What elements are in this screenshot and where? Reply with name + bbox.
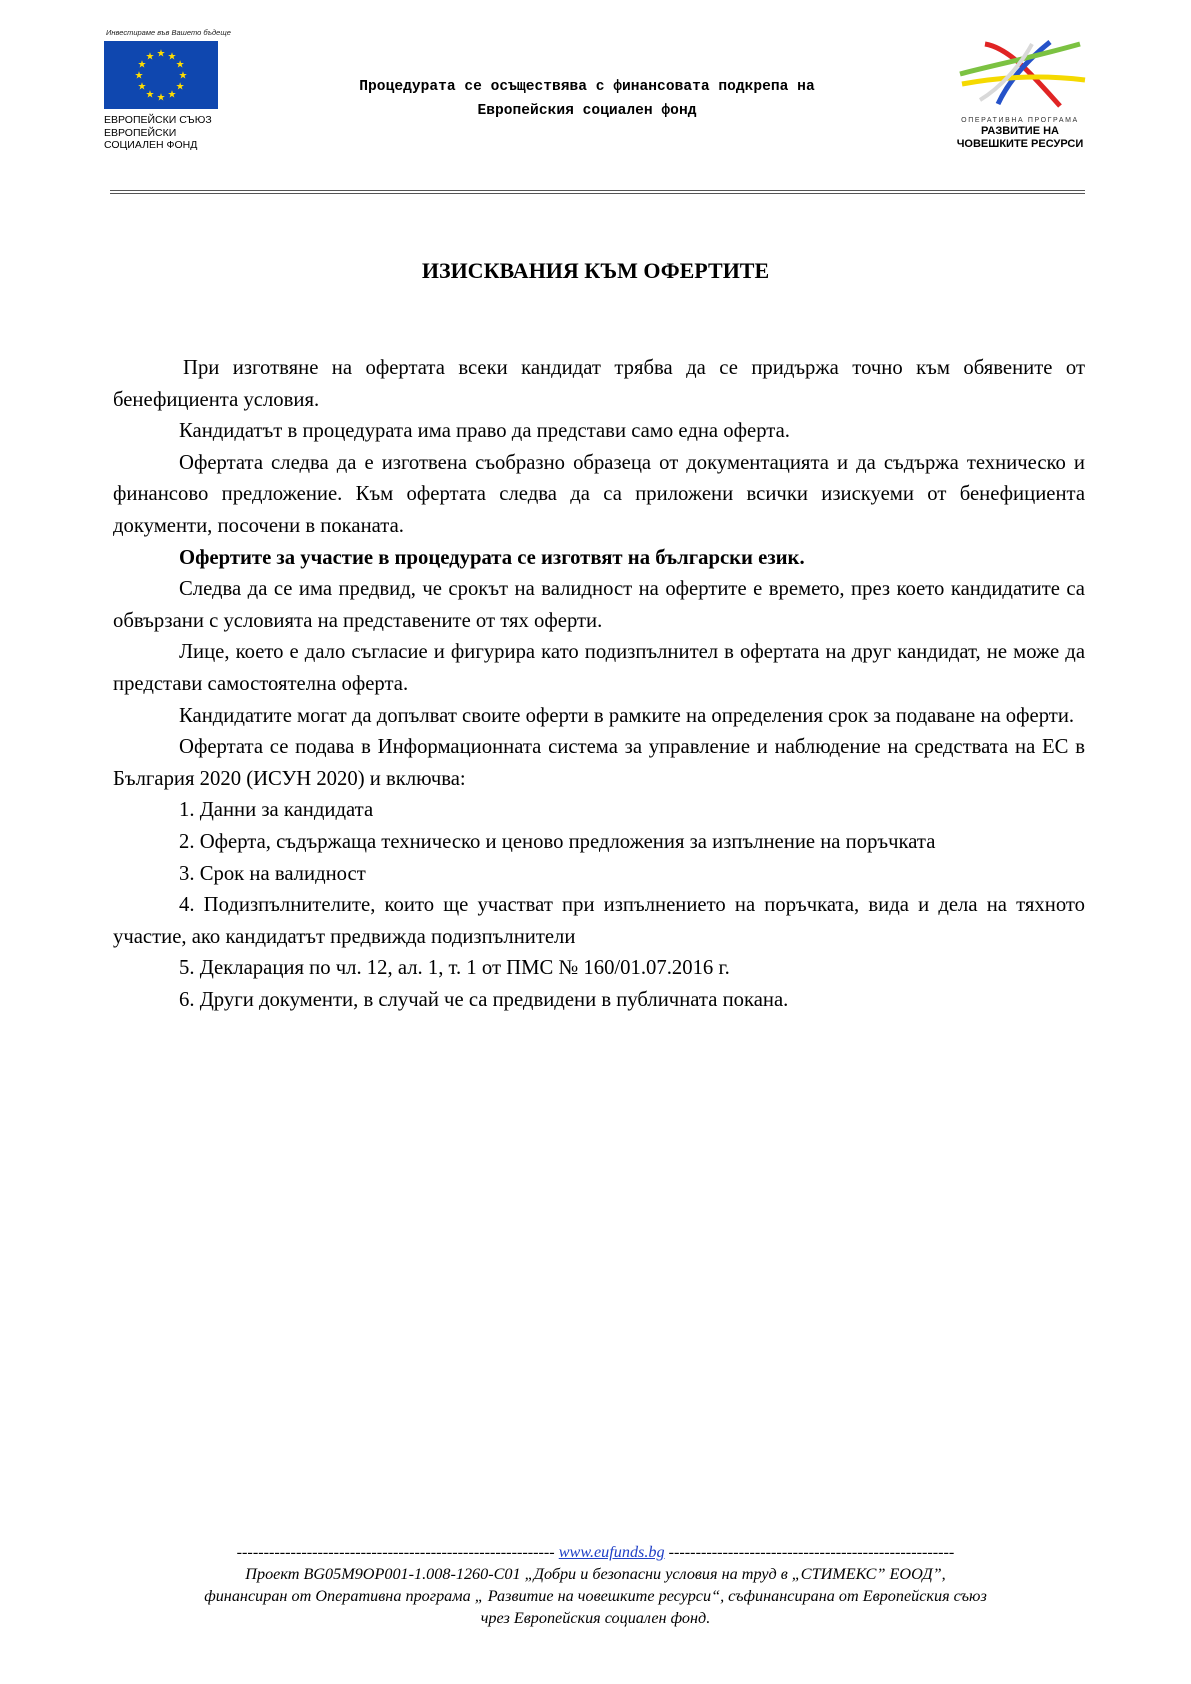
document-title: ИЗИСКВАНИЯ КЪМ ОФЕРТИТЕ	[421, 258, 770, 283]
eu-star-icon: ★	[137, 59, 147, 71]
eu-star-icon: ★	[175, 59, 185, 71]
op-logo-name: РАЗВИТИЕ НА ЧОВЕШКИТЕ РЕСУРСИ	[956, 125, 1084, 150]
op-hrd-emblem-icon	[940, 38, 1100, 110]
document-body	[113, 353, 1085, 1016]
eu-star-icon: ★	[175, 81, 185, 93]
list-item: 5. Декларация по чл. 12, ал. 1, т. 1 от ПМС № 160/01.07.2016 г.	[179, 957, 730, 980]
paragraph: Лице, което е дало съгласие и фигурира като подизпълнител в офертата на друг кандидат, не може да представи самостоятелна оферта.	[113, 641, 1085, 695]
footer-link-line	[0, 1541, 1191, 1563]
paragraph: Офертата се подава в Информационната система за управление и наблюдение на средствата на ЕС в България 2020 (ИСУН 2020) и включва:	[113, 736, 1085, 790]
header-funding-text	[262, 75, 912, 123]
eu-star-icon: ★	[156, 48, 166, 60]
paragraph: Кандидатите могат да допълват своите оферти в рамките на определения срок за подаване на оферти.	[179, 704, 1075, 727]
eu-star-icon: ★	[145, 89, 155, 101]
eu-logo-name: ЕВРОПЕЙСКИ СЪЮЗ ЕВРОПЕЙСКИ СОЦИАЛЕН ФОНД	[104, 114, 212, 151]
eu-star-icon: ★	[167, 89, 177, 101]
eu-star-icon: ★	[134, 70, 144, 82]
op-hrd-logo	[940, 38, 1100, 151]
header-text-line2: Европейския социален фонд	[477, 103, 697, 119]
eu-star-icon: ★	[167, 51, 177, 63]
header-divider	[110, 190, 1085, 194]
paragraph: Кандидатът в процедурата има право да представи само една оферта.	[179, 420, 790, 443]
paragraph: Офертата следва да е изготвена съобразно образеца от документацията и да съдържа техническо и финансово предложение. Към офертата следва да са приложени всички изискуеми от бенефициента документи, посочени в поканата.	[113, 451, 1085, 537]
footer-line2: финансиран от Оперативна програма „ Развитие на човешките ресурси“, съфинансирана от Европейския съюз	[204, 1587, 987, 1605]
paragraph: При изготвяне на офертата всеки кандидат трябва да се придържа точно към обявените от бенефициента условия.	[113, 357, 1085, 411]
footer-dashes-right: -----------------------------------------------------	[668, 1543, 955, 1561]
eu-star-icon: ★	[156, 92, 166, 104]
eu-esf-logo	[104, 28, 244, 152]
eu-star-icon: ★	[178, 70, 188, 82]
list-item: 1. Данни за кандидата	[179, 799, 374, 822]
eu-star-icon: ★	[145, 51, 155, 63]
eu-star-icon: ★	[137, 81, 147, 93]
eu-flag-icon	[104, 41, 218, 109]
eu-logo-tagline: Инвестираме във Вашето бъдеще	[106, 28, 231, 37]
list-item: 4. Подизпълнителите, които ще участват при изпълнението на поръчката, вида и дела на тяхното участие, ако кандидатът предвижда подизпълнители	[113, 894, 1085, 948]
list-item: 6. Други документи, в случай че са предвидени в публичната покана.	[179, 988, 789, 1011]
page-footer	[0, 1541, 1191, 1629]
op-logo-subtitle: ОПЕРАТИВНА ПРОГРАМА	[961, 117, 1079, 124]
list-item: 3. Срок на валидност	[179, 862, 366, 885]
header-text-line1: Процедурата се осъществява с финансовата подкрепа на	[359, 79, 815, 95]
footer-line1: Проект BG05M9OP001-1.008-1260-C01 „Добри и безопасни условия на труд в „СТИМЕКС” ЕООД”,	[245, 1565, 946, 1583]
paragraph: Следва да се има предвид, че срокът на валидност на офертите е времето, през което кандидатите са обвързани с условията на представените от тях оферти.	[113, 578, 1085, 632]
eufunds-link[interactable]: www.eufunds.bg	[558, 1543, 665, 1561]
footer-line3: чрез Европейския социален фонд.	[480, 1609, 711, 1627]
list-item: 2. Оферта, съдържаща техническо и ценово предложения за изпълнение на поръчката	[179, 830, 936, 853]
paragraph-bold: Офертите за участие в процедурата се изготвят на български език.	[179, 546, 805, 569]
footer-dashes-left: -----------------------------------------------------------	[236, 1543, 555, 1561]
